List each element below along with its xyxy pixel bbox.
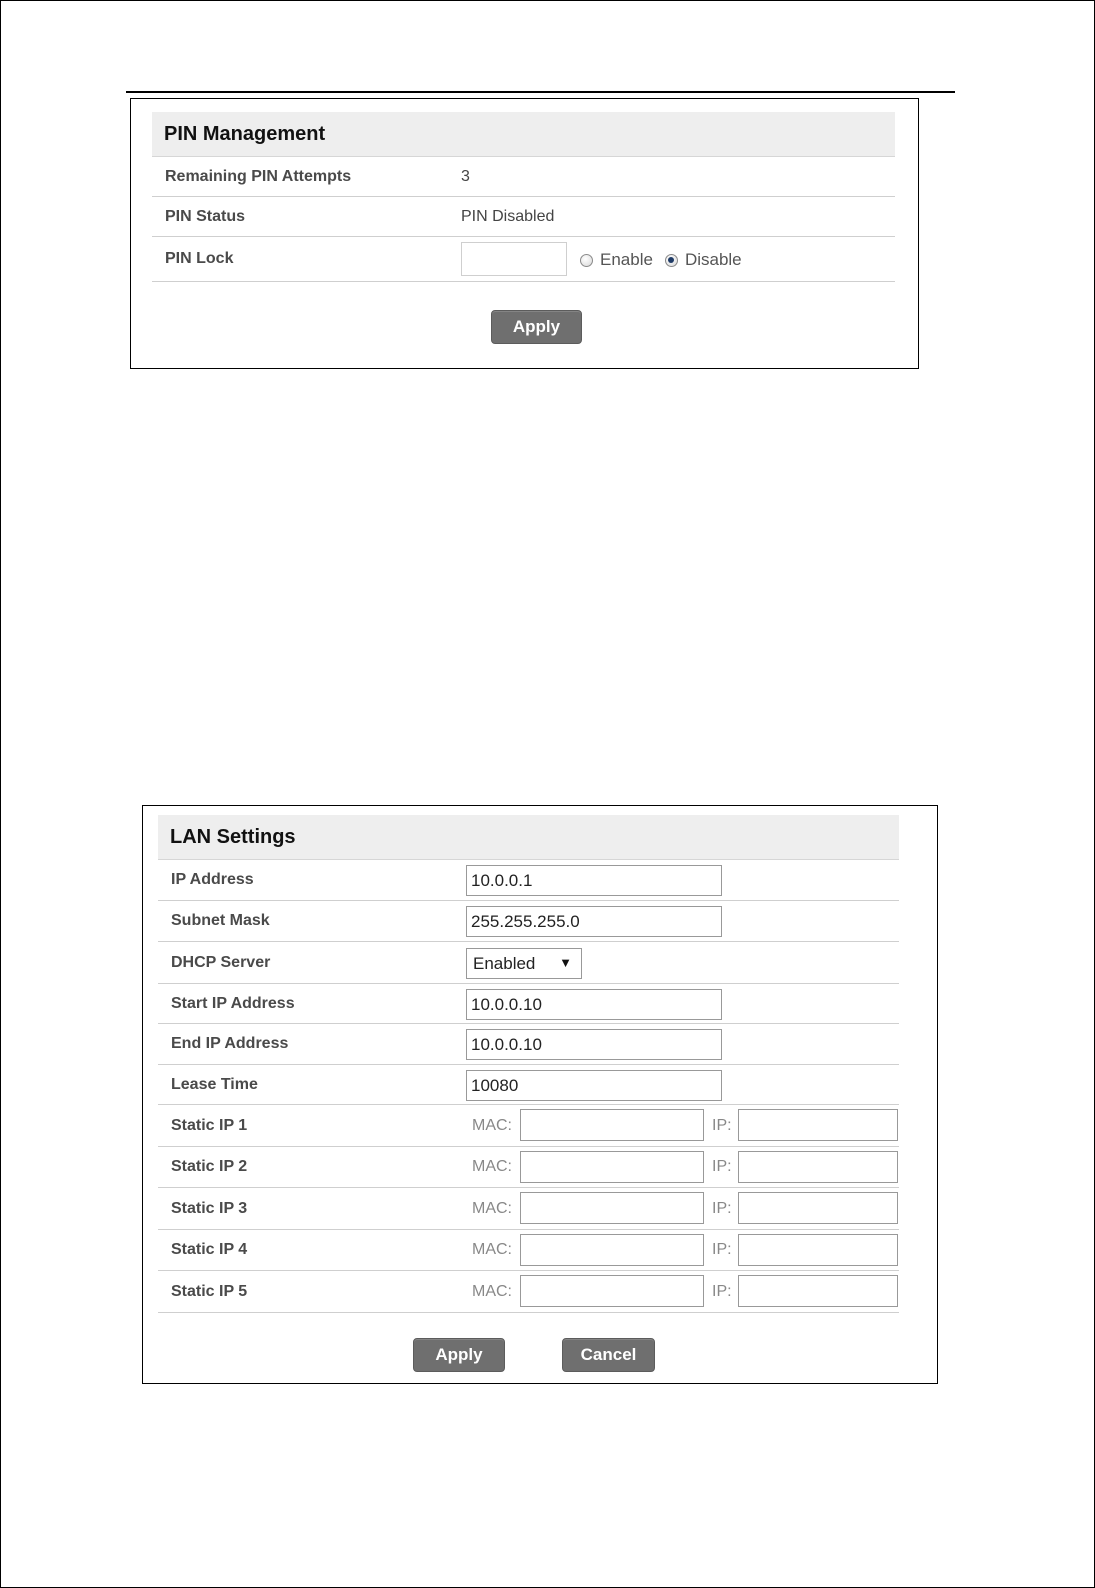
ip-prefix-label: IP: [712,1282,732,1300]
panel-title: PIN Management [152,112,895,157]
end-ip-address-label: End IP Address [171,1035,289,1052]
lease-time-label: Lease Time [171,1075,258,1093]
static-ip-label: Static IP 2 [171,1158,248,1175]
mac-prefix-label: MAC: [472,1199,512,1217]
row-static-ip-3 [158,1188,899,1230]
static-ip-5-mac-input[interactable] [520,1275,704,1307]
row-lease-time [158,1065,899,1105]
ip-prefix-label: IP: [712,1158,732,1175]
disable-radio[interactable] [665,254,678,267]
pin-apply-button[interactable]: Apply [491,310,582,344]
mac-prefix-label: MAC: [472,1116,512,1134]
lan-cancel-button[interactable]: Cancel [562,1338,655,1372]
lan-apply-button[interactable]: Apply [413,1338,505,1372]
static-ip-2-ip-input[interactable] [738,1151,898,1183]
static-ip-3-ip-input[interactable] [738,1192,898,1224]
row-subnet-mask [158,901,899,942]
header-rule [126,91,955,93]
dhcp-server-select[interactable] [466,948,582,979]
subnet-mask-input[interactable] [466,906,722,937]
mac-prefix-label: MAC: [472,1158,512,1175]
panel-title: LAN Settings [158,815,899,860]
static-ip-2-mac-input[interactable] [520,1151,704,1183]
row-static-ip-2 [158,1147,899,1188]
row-dhcp-server [158,942,899,984]
mac-prefix-label: MAC: [472,1241,512,1258]
static-ip-4-mac-input[interactable] [520,1234,704,1266]
end-ip-address-input[interactable] [466,1029,722,1060]
static-ip-label: Static IP 1 [171,1116,248,1134]
pin-status-label: PIN Status [165,207,246,225]
static-ip-1-mac-input[interactable] [520,1109,704,1141]
row-end-ip-address [158,1024,899,1065]
lease-time-input[interactable] [466,1070,722,1101]
mac-prefix-label: MAC: [472,1282,512,1300]
row-static-ip-4 [158,1230,899,1271]
start-ip-address-input[interactable] [466,989,722,1020]
row-remaining-pin-attempts [152,157,895,197]
enable-radio[interactable] [580,254,593,267]
static-ip-label: Static IP 4 [171,1241,248,1258]
pin-lock-input[interactable] [461,242,567,276]
ip-address-label: IP Address [171,871,254,888]
dhcp-server-selected: Enabled [473,953,536,973]
static-ip-1-ip-input[interactable] [738,1109,898,1141]
enable-radio-label[interactable]: Enable [600,250,653,269]
remaining-pin-attempts-label: Remaining PIN Attempts [165,167,352,185]
remaining-pin-attempts-value: 3 [461,167,470,185]
lan-settings-panel [142,805,938,1384]
disable-radio-label[interactable]: Disable [684,250,742,269]
row-start-ip-address [158,984,899,1024]
row-static-ip-1 [158,1105,899,1147]
row-static-ip-5 [158,1271,899,1313]
ip-prefix-label: IP: [712,1199,732,1217]
ip-prefix-label: IP: [712,1116,732,1134]
ip-address-input[interactable] [466,865,722,896]
dhcp-server-label: DHCP Server [171,953,271,971]
pin-management-panel [130,98,919,369]
static-ip-3-mac-input[interactable] [520,1192,704,1224]
chevron-down-icon: ▼ [559,955,572,970]
ip-prefix-label: IP: [712,1241,732,1258]
pin-status-value: PIN Disabled [461,207,555,225]
pin-lock-label: PIN Lock [165,250,234,267]
static-ip-label: Static IP 5 [171,1282,248,1300]
subnet-mask-label: Subnet Mask [171,912,270,929]
static-ip-4-ip-input[interactable] [738,1234,898,1266]
start-ip-address-label: Start IP Address [171,994,295,1012]
static-ip-5-ip-input[interactable] [738,1275,898,1307]
static-ip-label: Static IP 3 [171,1199,248,1217]
pin-lock-radio-group [580,250,754,270]
row-pin-status [152,197,895,237]
row-pin-lock [152,237,895,282]
row-ip-address [158,860,899,901]
